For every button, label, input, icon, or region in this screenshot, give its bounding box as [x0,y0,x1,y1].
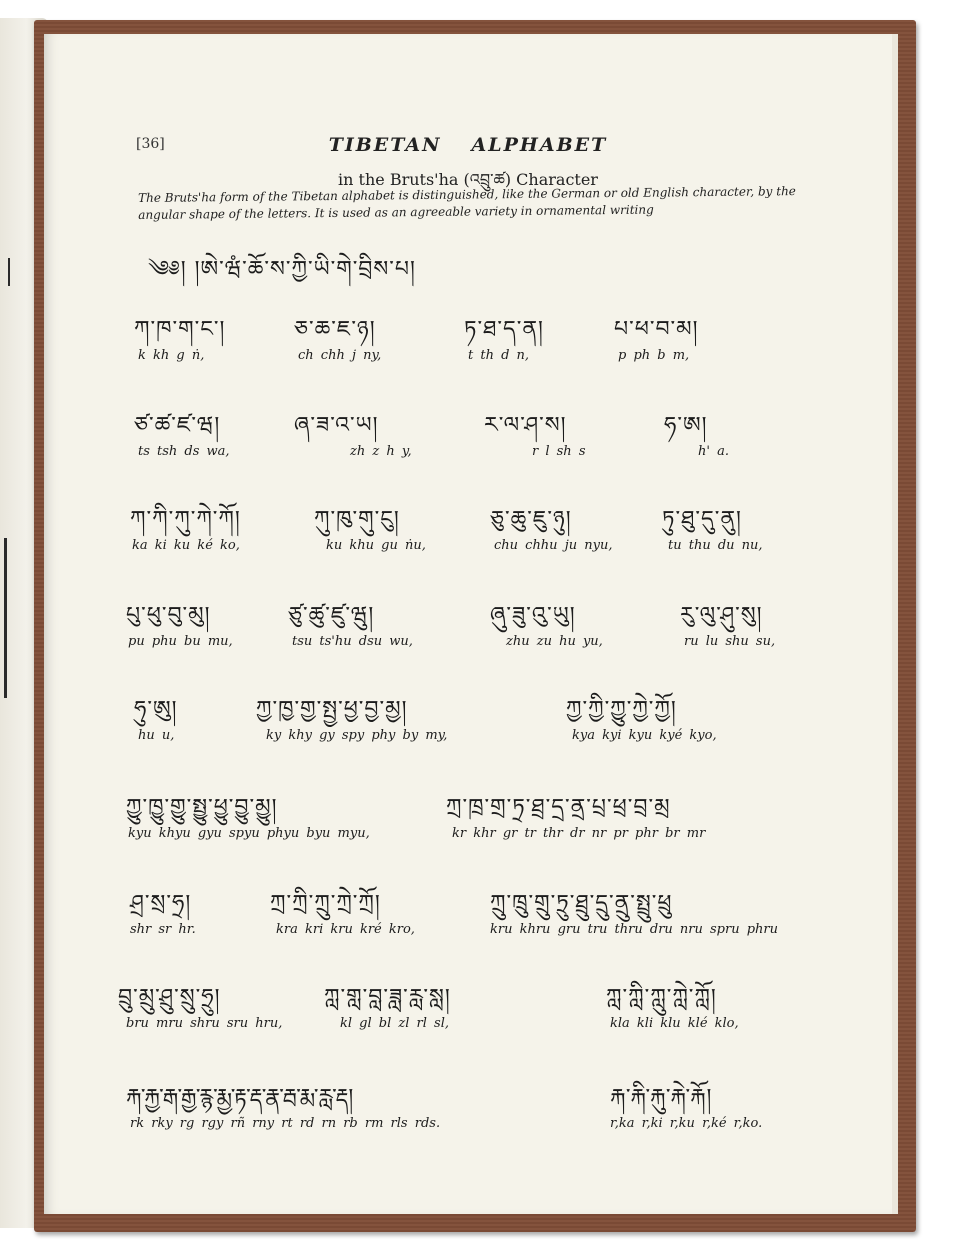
transliteration-group: tsu ts'hu dsu wu, [292,634,413,649]
tibetan-group: ཀྲ་ཁྲ་གྲ་ཏྲ་ཐྲ་དྲ་ནྲ་པྲ་ཕྲ་བྲ་མྲ [446,795,671,820]
book-page [44,34,898,1214]
page-subtitle: in the Bruts'ha (འབྲུ་ཚ) Character [338,170,598,189]
tibetan-group: ཙུ་ཚུ་ཛུ་ཝུ། [288,603,375,628]
tibetan-group: ཞུ་ཟུ་འུ་ཡུ། [490,603,576,628]
transliteration-group: kra kri kru kré kro, [276,922,415,937]
tibetan-group: ཞ་ཟ་འ་ཡ། [294,413,379,438]
transliteration-group: hu u, [138,728,175,743]
tibetan-group: ཅ་ཆ་ཇ་ཉ། [294,317,376,342]
tibetan-group: ཏུ་ཐུ་དུ་ནུ། [662,507,742,532]
tibetan-group: ཀྱུ་ཁྱུ་གྱུ་སྤྱུ་ཕྱུ་བྱུ་མྱུ། [126,795,278,820]
tibetan-group: ཏ་ཐ་ད་ན། [464,317,544,342]
transliteration-group: ku khu gu ṅu, [326,538,426,553]
transliteration-group: ka ki ku ké ko, [132,538,240,553]
tibetan-group: ཀ་ཀི་ཀུ་ཀེ་ཀོ། [130,507,241,532]
transliteration-group: t th d n, [468,348,530,363]
transliteration-group: r,ka r,ki r,ku r,ké r,ko. [610,1116,763,1131]
tibetan-group: རྐ་རྐྱ་རྒ་རྒྱ་རྙ་རྨྱ་རྟ་རྡ་རྣ་རྦ་རྨ་རླ་རྡ། [126,1085,354,1110]
tibetan-group: ཀྲ་ཀྲི་ཀྲུ་ཀྲེ་ཀྲོ། [270,891,381,916]
transliteration-group: kru khru gru tru thru dru nru spru phru [490,922,778,937]
tibetan-group: བྲུ་མྲུ་ཤྲུ་སྲུ་ཧྲུ། [118,985,221,1010]
transliteration-group: bru mru shru sru hru, [126,1016,283,1031]
transliteration-group: tu thu du nu, [668,538,763,553]
tibetan-group: ཅུ་ཆུ་ཇུ་ཉུ། [490,507,572,532]
tibetan-group: ཀྱ་ཀྱི་ཀྱུ་ཀྱེ་ཀྱོ། [566,697,677,722]
tibetan-group: ཀ་ཁ་ག་ང་། [134,317,226,342]
tibetan-group: ཙ་ཚ་ཛ་ཝ། [134,413,221,438]
tibetan-group: ཧ་ཨ། [664,413,708,438]
transliteration-group: rk rky rg rgy rñ rny rt rd rn rb rm rls rds. [130,1116,441,1131]
tibetan-group: ཀླ་ཀླི་ཀླུ་ཀླེ་ཀློ། [606,985,717,1010]
tibetan-group: ར་ལ་ཤ་ས། [484,413,567,438]
transliteration-group: chu chhu ju nyu, [494,538,613,553]
transliteration-group: shr sr hr. [130,922,196,937]
heading-script-line: ༄༅། །ཨེ་ཝཾ་ཆོ་ས་ཀྱི་ཡི་གེ་བྲིས་པ། [148,257,416,282]
title-word-tibetan: TIBETAN [328,134,442,156]
tibetan-group: ཀླ་གླ་བླ་ཟླ་རླ་སླ། [324,985,451,1010]
tibetan-group: ཤྲ་སྲ་ཧྲ། [130,891,192,916]
tibetan-group: པ་ཕ་བ་མ། [614,317,699,342]
transliteration-group: kya kyi kyu kyé kyo, [572,728,717,743]
tibetan-group: རུ་ལུ་ཤུ་སུ། [680,603,763,628]
tibetan-group: ཧུ་ཨུ། [134,697,178,722]
tibetan-group: རྐ་རྐི་རྐུ་རྐེ་རྐོ། [610,1085,713,1110]
page-number: [36] [136,136,165,152]
transliteration-group: ky khy gy spy phy by my, [266,728,448,743]
transliteration-group: p ph b m, [618,348,690,363]
title-word-alphabet: ALPHABET [471,134,608,156]
transliteration-group: zh z h y, [350,444,412,459]
tibetan-group: ཀྲུ་ཁྲུ་གྲུ་ཏྲུ་ཐྲུ་དྲུ་ནྲུ་སྤྲུ་ཕྲུ [490,891,673,916]
tibetan-group: པུ་ཕུ་བུ་མུ། [126,603,211,628]
transliteration-group: h' a. [698,444,729,459]
page-title [44,134,892,156]
transliteration-group: ch chh j ny, [298,348,382,363]
ink-mark [8,258,10,286]
transliteration-group: kyu khyu gyu spyu phyu byu myu, [128,826,370,841]
transliteration-group: zhu zu hu yu, [506,634,603,649]
transliteration-group: ts tsh ds wa, [138,444,230,459]
tibetan-group: ཀྱ་ཁྱ་གྱ་སྤྱ་ཕྱ་བྱ་མྱ། [256,697,408,722]
transliteration-group: r l sh s [532,444,586,459]
transliteration-group: k kh g ṅ, [138,348,205,363]
transliteration-group: pu phu bu mu, [128,634,233,649]
ink-mark [4,538,7,698]
intro-paragraph: The Bruts'ha form of the Tibetan alphabet is distinguished, like the German or old English character, by the angular shape of the letters. It is used as an agreeable variety in ornamental writing [138,184,796,222]
transliteration-group: kla kli klu klé klo, [610,1016,739,1031]
transliteration-group: ru lu shu su, [684,634,776,649]
tibetan-group: ཀུ་ཁུ་གུ་ངུ། [314,507,400,532]
transliteration-group: kl gl bl zl rl sl, [340,1016,449,1031]
transliteration-group: kr khr gr tr thr dr nr pr phr br mr [452,826,706,841]
